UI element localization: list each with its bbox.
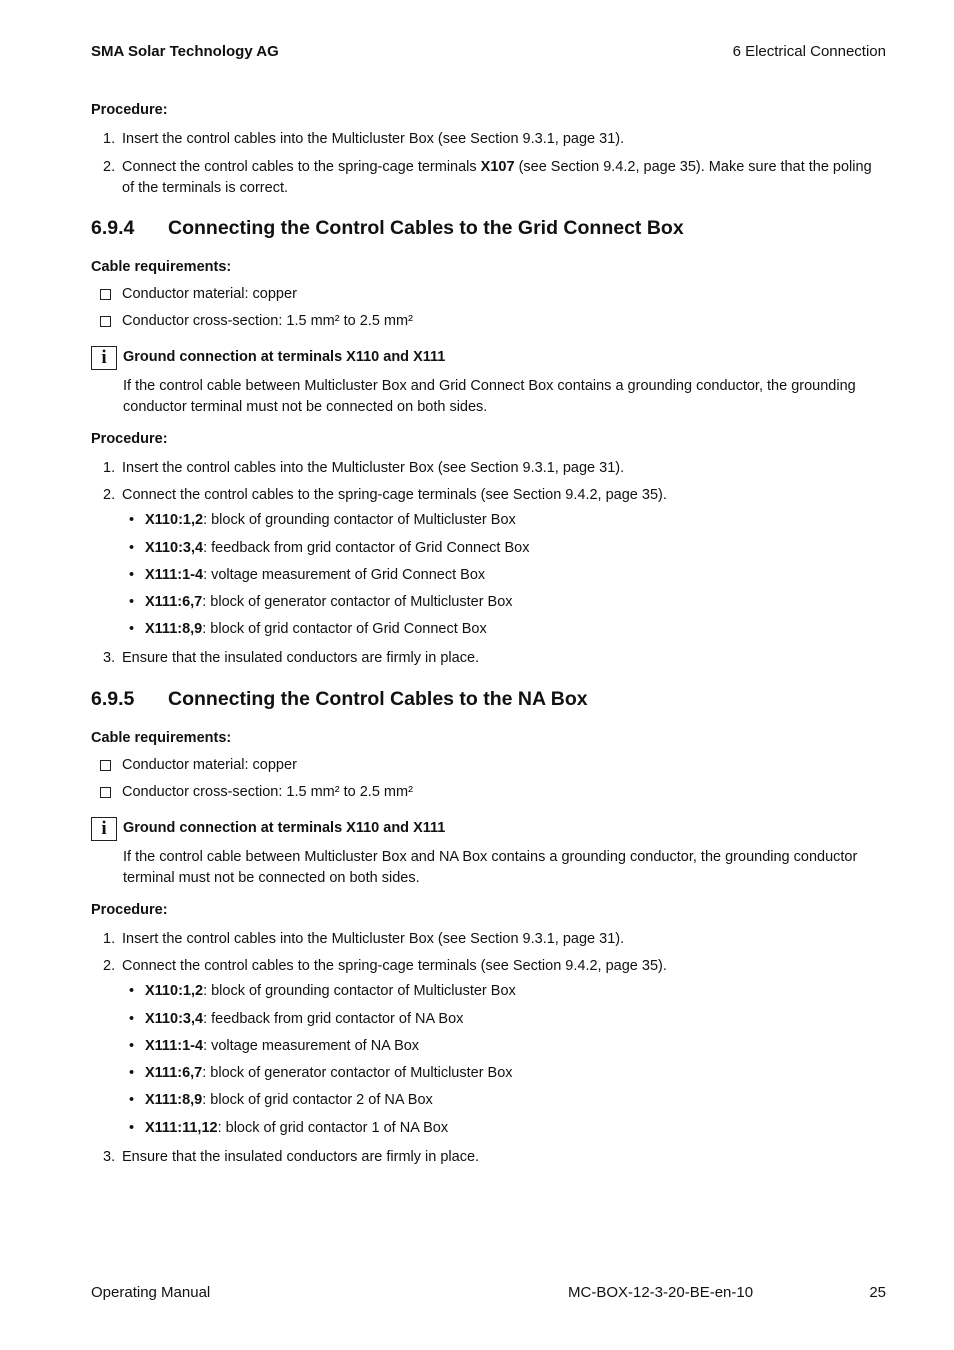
requirement-text: Conductor material: copper [122,286,297,302]
footer-doc-code: MC-BOX-12-3-20-BE-en-10 [568,1284,754,1301]
step-text [122,157,886,199]
terminal-name: X111:6,7 [145,594,203,610]
checkbox-icon [100,760,111,771]
bullet-icon: • [129,567,135,583]
bullet-text [145,1065,513,1081]
step-text: Ensure that the insulated conductors are firmly in place. [122,650,480,666]
step-number: 2. [103,958,116,974]
step-text-part: (see Section 9.4.2, page 35). Make sure that the poling of the terminals is correct. [122,159,872,196]
terminal-desc: : block of grid contactor 2 of NA Box [202,1092,433,1108]
step-number: 1. [103,460,116,476]
bullet-text [145,567,485,583]
header-company: SMA Solar Technology AG [91,43,279,60]
step-text: Ensure that the insulated conductors are firmly in place. [122,1149,480,1165]
bullet-text [145,512,516,528]
checkbox-icon [100,787,111,798]
bullet-text [145,983,516,999]
step-number: 3. [103,1149,116,1165]
step-number: 1. [103,131,116,147]
bullet-icon: • [129,1120,135,1136]
bullet-icon: • [129,1011,135,1027]
footer-manual: Operating Manual [91,1284,211,1301]
page-number: 25 [869,1284,886,1301]
terminal-name: X107 [480,159,515,175]
step-number: 1. [103,931,116,947]
procedure-label: Procedure: [91,102,168,118]
terminal-name: X111:1-4 [145,1038,204,1054]
step-text: Connect the control cables to the spring-cage terminals (see Section 9.4.2, page 35). [122,958,667,974]
header-chapter: 6 Electrical Connection [732,43,886,60]
step-number: 2. [103,159,116,175]
bullet-icon: • [129,594,135,610]
section-heading [91,217,684,240]
step-text: Insert the control cables into the Multicluster Box (see Section 9.3.1, page 31). [122,931,625,947]
step-text: Insert the control cables into the Multicluster Box (see Section 9.3.1, page 31). [122,460,625,476]
terminal-desc: : block of grounding contactor of Multicluster Box [203,983,516,999]
procedure-label: Procedure: [91,902,168,918]
step-number: 3. [103,650,116,666]
checkbox-icon [100,289,111,300]
note-body: If the control cable between Multicluster Box and NA Box contains a grounding conductor, the grounding conductor terminal must not be connected on both sides. [123,849,858,886]
terminal-name: X110:1,2 [145,983,204,999]
cable-requirements-label: Cable requirements: [91,259,232,275]
terminal-desc: : block of generator contactor of Multicluster Box [202,594,513,610]
requirement-text: Conductor material: copper [122,757,297,773]
terminal-name: X111:8,9 [145,1092,203,1108]
terminal-name: X110:1,2 [145,512,204,528]
bullet-text [145,594,513,610]
info-icon: i [91,346,117,370]
info-icon: i [91,817,117,841]
terminal-name: X111:8,9 [145,621,203,637]
section-heading [91,688,588,711]
note-title: Ground connection at terminals X110 and X111 [123,820,446,836]
step-number: 2. [103,487,116,503]
step-text: Connect the control cables to the spring-cage terminals (see Section 9.4.2, page 35). [122,487,667,503]
terminal-desc: : feedback from grid contactor of Grid Connect Box [203,540,530,556]
section-number: 6.9.5 [91,688,135,710]
bullet-icon: • [129,540,135,556]
terminal-desc: : feedback from grid contactor of NA Box [203,1011,464,1027]
terminal-name: X110:3,4 [145,1011,204,1027]
terminal-name: X110:3,4 [145,540,204,556]
step-text: Insert the control cables into the Multicluster Box (see Section 9.3.1, page 31). [122,131,625,147]
bullet-icon: • [129,983,135,999]
section-title: Connecting the Control Cables to the Grid Connect Box [168,217,684,239]
bullet-text [145,1120,448,1136]
bullet-text [145,1092,433,1108]
terminal-desc: : voltage measurement of Grid Connect Box [203,567,486,583]
terminal-name: X111:11,12 [145,1120,218,1136]
cable-requirements-label: Cable requirements: [91,730,232,746]
bullet-text [145,1038,419,1054]
terminal-desc: : block of grid contactor 1 of NA Box [217,1120,449,1136]
procedure-label: Procedure: [91,431,168,447]
bullet-text [145,621,487,637]
terminal-desc: : voltage measurement of NA Box [203,1038,420,1054]
note-body: If the control cable between Multicluster Box and Grid Connect Box contains a grounding conductor, the grounding conductor terminal must not be connected on both sides. [123,378,856,415]
checkbox-icon [100,316,111,327]
terminal-desc: : block of grounding contactor of Multicluster Box [203,512,516,528]
requirement-text: Conductor cross-section: 1.5 mm² to 2.5 mm² [122,784,413,800]
requirement-text: Conductor cross-section: 1.5 mm² to 2.5 mm² [122,313,413,329]
bullet-icon: • [129,621,135,637]
bullet-icon: • [129,1065,135,1081]
bullet-icon: • [129,512,135,528]
terminal-desc: : block of grid contactor of Grid Connect Box [202,621,487,637]
bullet-icon: • [129,1092,135,1108]
note-title: Ground connection at terminals X110 and X111 [123,349,446,365]
section-number: 6.9.4 [91,217,135,239]
bullet-text [145,540,529,556]
terminal-name: X111:1-4 [145,567,204,583]
terminal-name: X111:6,7 [145,1065,203,1081]
bullet-icon: • [129,1038,135,1054]
step-text-part: Connect the control cables to the spring-cage terminals [122,159,481,175]
bullet-text [145,1011,463,1027]
section-title: Connecting the Control Cables to the NA Box [168,688,588,710]
terminal-desc: : block of generator contactor of Multicluster Box [202,1065,513,1081]
